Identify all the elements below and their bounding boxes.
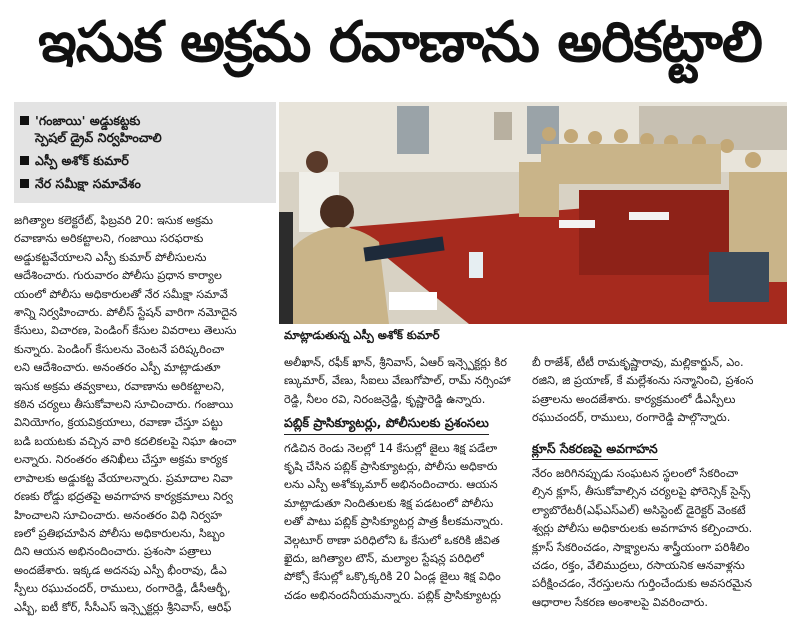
highlight-item <box>14 152 276 169</box>
text-line: అడ్డుకట్టవేయాలని ఎస్పీ కుమార్ పోలీసులను <box>14 250 207 264</box>
bullet-icon <box>20 156 29 165</box>
text-line: శాన్ని నిర్వహించారు. పోలీస్ స్టేషన్ వారిగా నమోదైన <box>14 306 238 320</box>
text-line: దిని ఆయన అభినందించారు. ప్రశంసా పత్రాలు <box>14 545 212 559</box>
text-line: లాపాలకు అడ్డుకట్ట వేయాలన్నారు. ప్రమాదాల నివా <box>14 471 233 485</box>
news-photo <box>279 102 787 324</box>
text-line: జగిత్యాల కలెక్టరేట్, ఫిబ్రవరి 20: ఇసుక అక్రమ <box>14 214 213 227</box>
highlight-text: ఎస్పీ అశోక్ కుమార్ <box>35 153 129 168</box>
text-line: వినియోగం, క్రయవిక్రయాలు, రవాణా చేస్తూ పట్టు <box>14 416 223 430</box>
text-line: లతో పాటు పబ్లిక్ ప్రాసిక్యూటర్ల పాత్ర కీలకమన్నారు. <box>284 515 504 529</box>
text-line: స్పీలు రఘుచందర్, రాములు, రంగారెడ్డి, డీసీఆర్బీ, <box>14 582 231 596</box>
text-line: వెల్గటూర్ ఠాణా పరిధిలోని ఓ కేసులో ఒకరికి జీవిత <box>284 533 500 547</box>
article-column-middle <box>284 354 526 605</box>
text-line: ఇసుక అక్రమ తవ్వకాలు, రవాణాను అరికట్టాలని, <box>14 379 225 393</box>
text-line: మాట్లాడుతూ నిందితులకు శిక్ష పడటంలో పోలీసు <box>284 496 494 510</box>
text-line: రెడ్డి, నీలం రవి, నిరంజన్రెడ్డి, కృష్ణారెడ్డి ఉన్నారు. <box>284 392 486 406</box>
text-line: క్లూస్ సేకరించడం, సాక్ష్యాలను శాస్త్రీయంగా పరిశీలిం <box>532 540 750 554</box>
text-line: ఆధారాల సేకరణ అంశాలపై వివరించారు. <box>532 595 708 609</box>
text-line: చడం అభినందనీయమన్నారు. పబ్లిక్ ప్రాసిక్యూటర్లు <box>284 588 501 602</box>
text-line: పోక్సో కేసుల్లో ఒక్కొక్కరికి 20 ఏండ్ల జైలు శిక్ష విధిం <box>284 570 501 584</box>
article-column-right <box>532 354 786 612</box>
highlight-text: స్పెషల్ డ్రైవ్ నిర్వహించాలి <box>35 130 162 145</box>
text-line: ఖైదు, జగిత్యాల టౌన్, మల్యాల స్టేషన్ల పరిధిలో <box>284 552 484 566</box>
subheading-text: క్లూస్ సేకరణపై అవగాహన <box>532 440 658 460</box>
highlight-text: 'గంజాయి' అడ్డుకట్టకు <box>35 113 141 128</box>
text-line: రణకు రోడ్డు భద్రతపై అవగాహన కార్యక్రమాలు నిర్వ <box>14 490 233 504</box>
text-line: కేసులు, విచారణ, పెండింగ్ కేసుల వివరాలు తెలుసు <box>14 324 237 338</box>
text-line: ల్సిన క్లూస్, తీసుకోవాల్సిన చర్యలపై ఫోరెన్సిక్ సైన్స్ <box>532 485 751 499</box>
text-line: బడి బయటకు వచ్చిన వారి కదలికలపై నిఘా ఉంచా <box>14 434 237 448</box>
text-line: లని ఆదేశించారు. అనంతరం ఎస్పీ మాట్లాడుతూ <box>14 361 221 375</box>
text-line: కృషి చేసిన పబ్లిక్ ప్రాసిక్యూటర్లు, పోలీసు అధికారు <box>284 460 498 474</box>
text-line: కఠిన చర్యలు తీసుకోవాలని సూచించారు. గంజాయి <box>14 398 234 412</box>
text-line: నేరం జరిగినప్పుడు సంఘటన స్థలంలో సేకరించా <box>532 467 739 481</box>
text-line: చడం, రక్తం, వేలిముద్రలు, రసాయనిక ఆనవాళ్లను <box>532 559 745 573</box>
subheading <box>284 414 526 434</box>
article-column-left <box>14 212 276 617</box>
text-line: పత్రాలను అందజేశారు. కార్యక్రమంలో డీఎస్పీలు <box>532 392 736 406</box>
subheading-text: పబ్లిక్ ప్రాసిక్యూటర్లు, పోలీసులకు ప్రశంసలు <box>284 414 489 434</box>
headline: ఇసుక అక్రమ రవాణాను అరికట్టాలి <box>38 9 762 75</box>
text-line: ల్యాబొరేటరీ(ఎఫ్ఎస్ఎల్) అసిస్టెంట్ డైరెక్టర్ వెంకటే <box>532 503 746 517</box>
text-line: హించాలని సూచించారు. అనంతరం విధి నిర్వహ <box>14 508 222 522</box>
highlight-text: నేర సమీక్షా సమావేశం <box>35 176 141 191</box>
text-line: లన్నారు. నిరంతరం తనిఖీలు చేస్తూ అక్రమ కార్యక <box>14 453 228 467</box>
text-line: కున్నారు. పెండింగ్ కేసులను వెంటనే పరిష్కరించా <box>14 342 225 356</box>
meeting-photo-illustration <box>279 102 787 324</box>
text-line: యంలో పోలీసు అధికారులతో నేర సమీక్షా సమావే <box>14 287 228 301</box>
highlight-item <box>14 112 276 129</box>
text-line: గడిచిన రెండు నెలల్లో 14 కేసుల్లో జైలు శిక్ష పడేలా <box>284 441 498 455</box>
text-line: శ్వర్లు పోలీసు అధికారులకు అవగాహన కల్పించారు. <box>532 522 753 536</box>
text-line: ణలో ప్రతిభచూపిన పోలీసు అధికారులను, సిబ్బం <box>14 526 225 540</box>
text-line: పరీక్షించడం, నేరస్తులను గుర్తించేందుకు అవసరమైన <box>532 577 753 591</box>
text-line: ఆదేశించారు. గురువారం పోలీసు ప్రధాన కార్యాల <box>14 269 222 283</box>
text-line: లను ఎస్పీ అశోక్కుమార్ అభినందించారు. ఆయన <box>284 478 498 492</box>
text-line: బీ రాజేశ్, టీటీ రామకృష్ణారావు, మల్లికార్జున్, ఎం. <box>532 356 744 369</box>
highlight-item <box>14 129 276 146</box>
text-line: రజిని, జి ప్రయాణ్, కే మల్లేశంను సన్మానించి, ప్రశంస <box>532 374 754 388</box>
highlight-item <box>14 175 276 192</box>
text-line: ఎస్బీ, ఐటీ కోర్, సీసీఎస్ ఇన్స్పెక్టర్లు శ్రీనివాస్, ఆరిఫ్ <box>14 600 232 614</box>
highlights-box <box>14 102 276 203</box>
text-line: అలీఖాన్, రఫీక్ ఖాన్, శ్రీనివాస్, ఏఆర్ ఇన్స్పెక్టర్లు కిర <box>284 356 507 369</box>
bullet-icon <box>20 179 29 188</box>
bullet-icon <box>20 116 29 125</box>
text-line: రవాణాను అరికట్టాలని, గంజాయి సరఫరాకు <box>14 232 204 246</box>
text-line: అందజేశారు. ఇక్కడ అదనపు ఎస్పీ భీంరావు, డీఎ <box>14 563 227 577</box>
text-line: ణ్కుమార్, వేణు, సీఐలు వేణుగోపాల్, రామ్ నర్సింహా <box>284 374 511 388</box>
subheading <box>532 440 786 460</box>
text-line: రఘుచందర్, రాములు, రంగారెడ్డి పాల్గొన్నారు. <box>532 411 731 425</box>
photo-caption: మాట్లాడుతున్న ఎస్పీ అశోక్ కుమార్ <box>284 328 440 342</box>
